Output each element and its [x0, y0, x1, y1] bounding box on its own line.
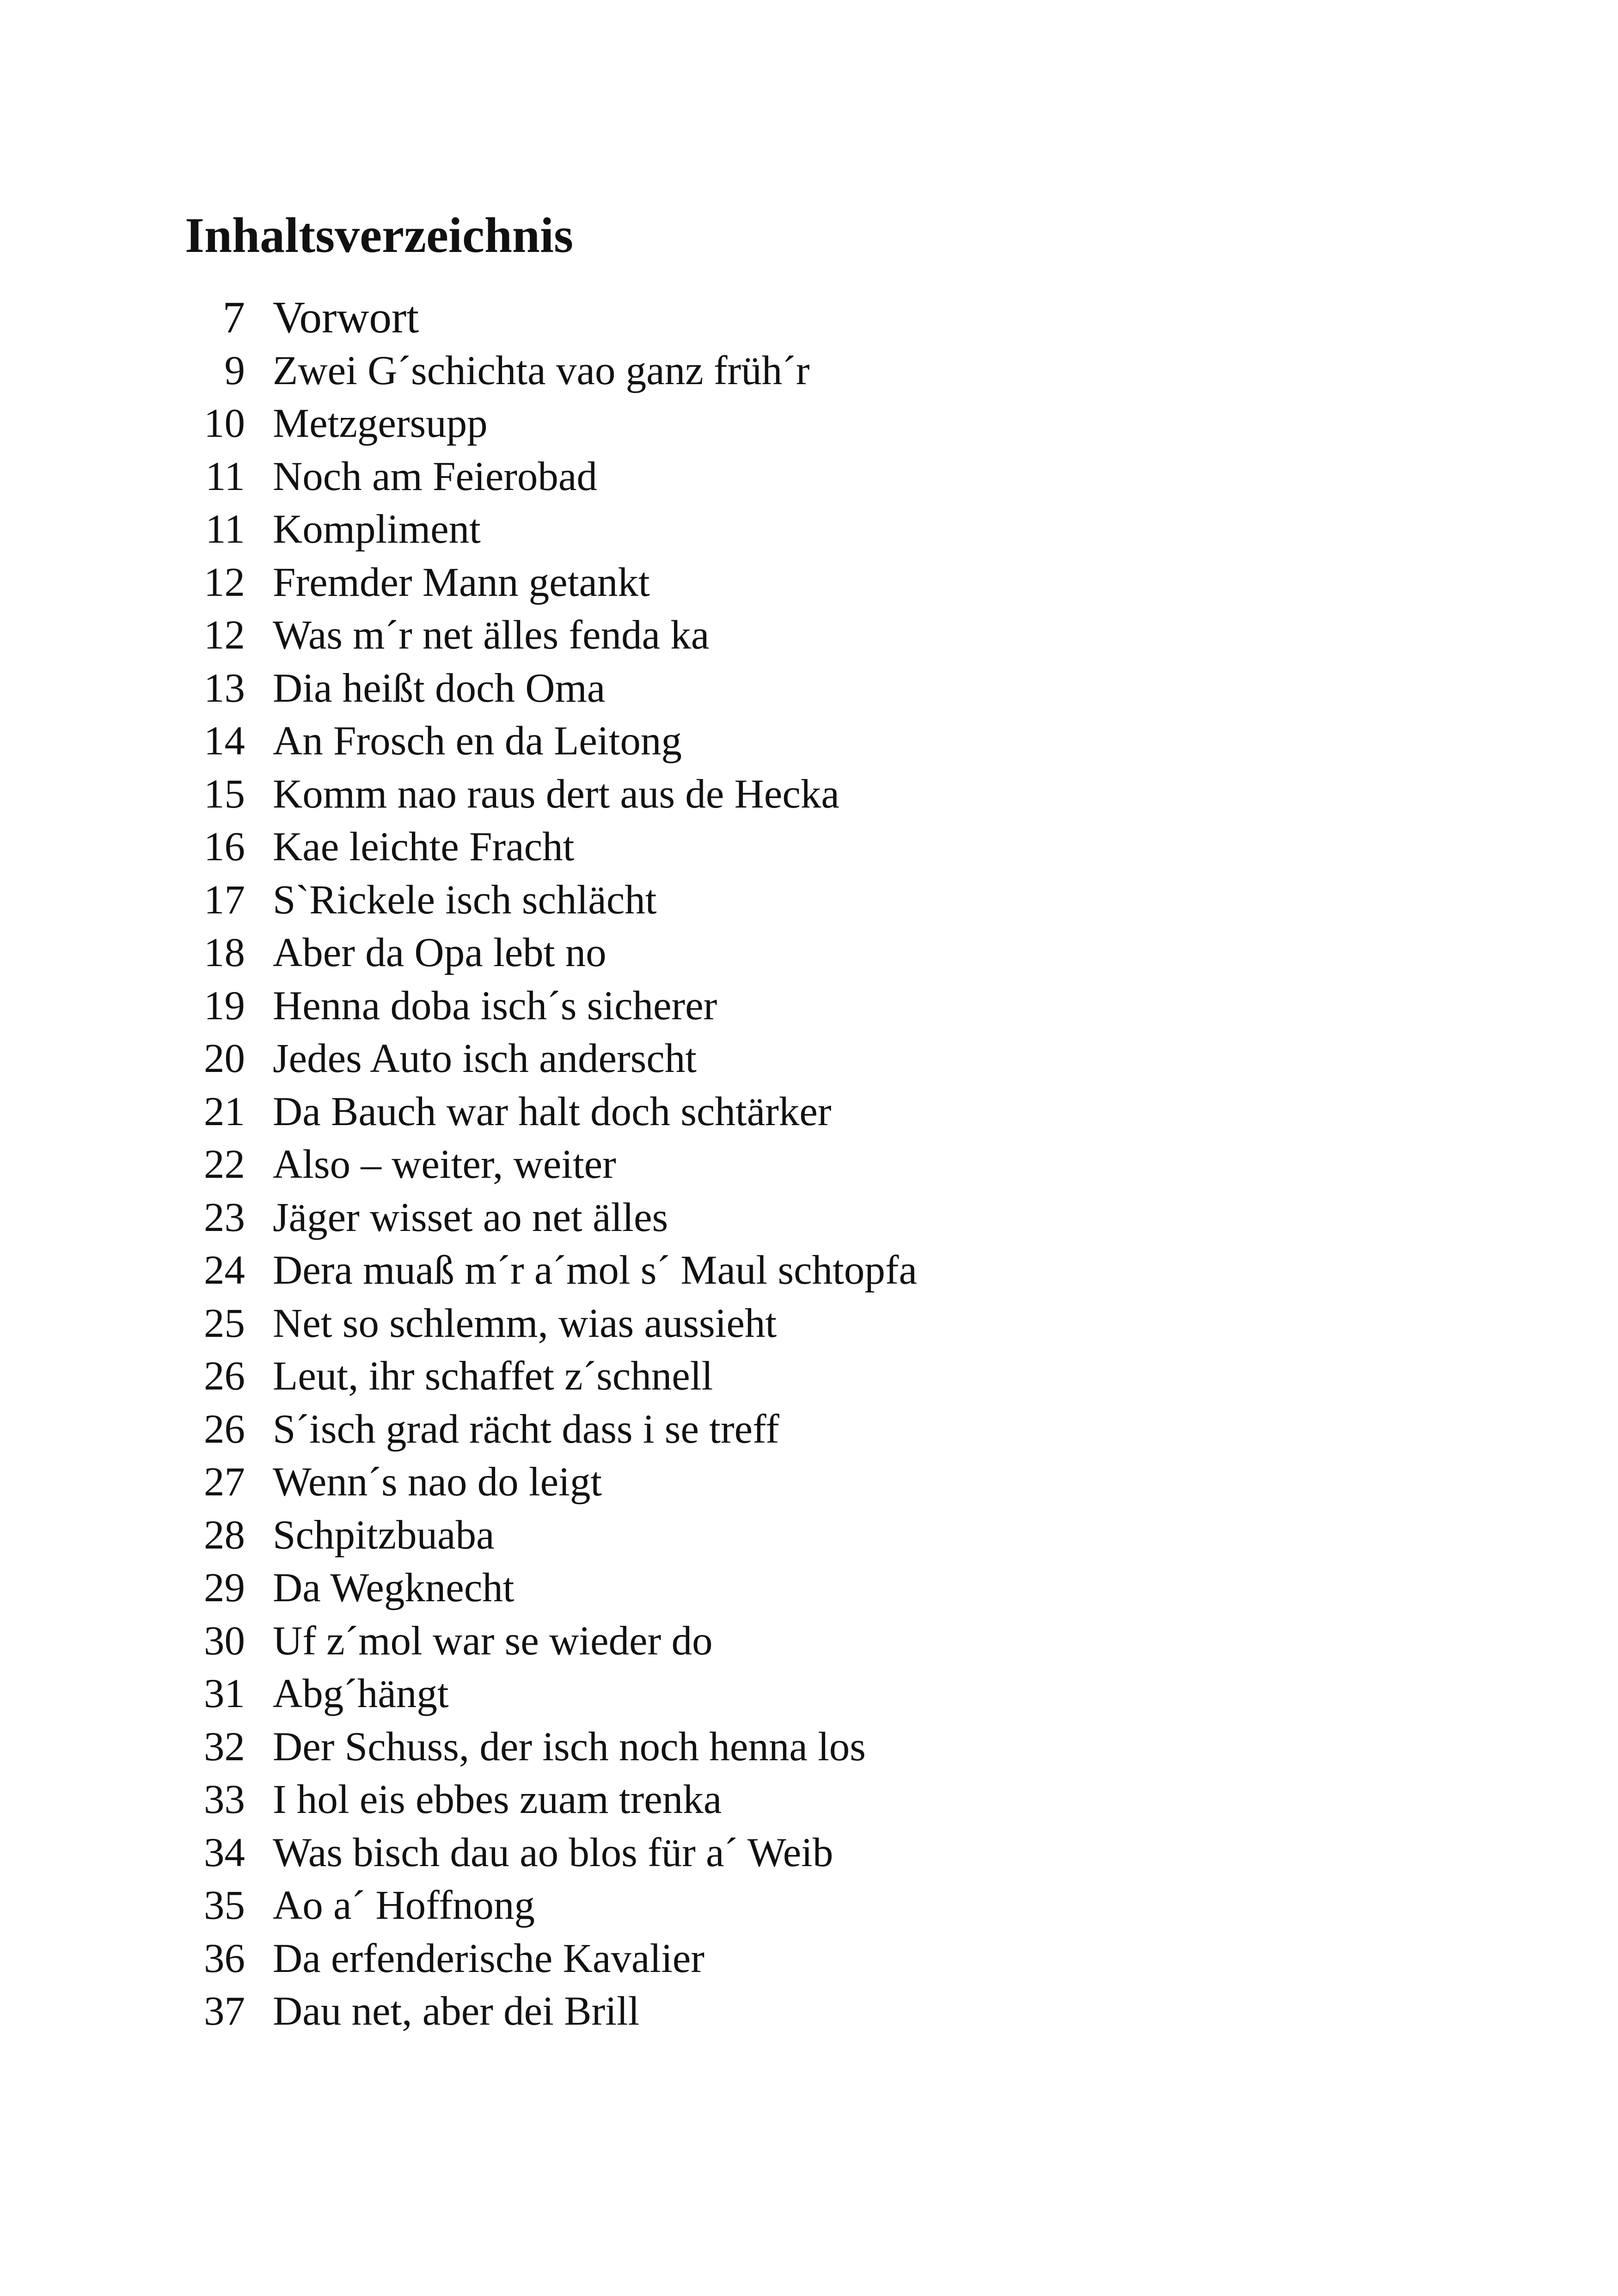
toc-page-number: 29 [204, 1565, 245, 1610]
toc-entry [185, 503, 917, 556]
toc-entry [185, 820, 917, 874]
toc-entry-title: Da Wegknecht [273, 1565, 515, 1610]
toc-entry-title: Dia heißt doch Oma [273, 665, 606, 711]
toc-entry-title: Noch am Feierobad [273, 453, 597, 499]
toc-page-number: 21 [204, 1089, 245, 1134]
toc-entry-title: Dau net, aber dei Brill [273, 1989, 640, 2034]
toc-page-number: 30 [204, 1618, 245, 1664]
toc-entry [185, 1615, 917, 1668]
toc-entry [185, 556, 917, 609]
toc-entry [185, 1720, 917, 1774]
toc-entry-title: Komm nao raus dert aus de Hecka [273, 771, 840, 817]
toc-page-number: 18 [204, 930, 245, 975]
toc-page-number: 33 [204, 1777, 245, 1822]
toc-entry-title: Abg´hängt [273, 1671, 449, 1716]
toc-entry [185, 980, 917, 1033]
toc-entry [185, 926, 917, 980]
toc-entry [185, 715, 917, 768]
toc-page-number: 35 [204, 1883, 245, 1928]
toc-page-number: 23 [204, 1194, 245, 1240]
toc-entry-title: Also – weiter, weiter [273, 1142, 616, 1187]
toc-entry [185, 1032, 917, 1085]
toc-entry-title: Dera muaß m´r a´mol s´ Maul schtopfa [273, 1248, 917, 1293]
toc-entry [185, 397, 917, 450]
toc-entry-title: I hol eis ebbes zuam trenka [273, 1777, 722, 1822]
toc-page-number: 32 [204, 1724, 245, 1769]
toc-entry [185, 1244, 917, 1297]
toc-entry [185, 1773, 917, 1826]
toc-page-number: 34 [204, 1830, 245, 1875]
toc-entry [185, 1985, 917, 2038]
toc-entry [185, 291, 917, 344]
toc-entry-title: Henna doba isch´s sicherer [273, 983, 717, 1029]
toc-entry [185, 1085, 917, 1139]
toc-entry-title: Da erfenderische Kavalier [273, 1935, 705, 1981]
toc-entry-title: S´isch grad rächt dass i se treff [273, 1406, 779, 1452]
toc-entry-title: Der Schuss, der isch noch henna los [273, 1724, 866, 1769]
toc-entry [185, 1350, 917, 1403]
toc-entry [185, 1138, 917, 1191]
toc-entry-title: Ao a´ Hoffnong [273, 1883, 535, 1928]
toc-entry-title: Uf z´mol war se wieder do [273, 1618, 713, 1664]
toc-page-number: 12 [204, 559, 245, 605]
toc-page-number: 31 [204, 1671, 245, 1716]
toc-entry [185, 1826, 917, 1880]
toc-page-number: 14 [204, 718, 245, 764]
toc-entry-title: Da Bauch war halt doch schtärker [273, 1089, 832, 1134]
toc-entry-title: Net so schlemm, wias aussieht [273, 1300, 777, 1346]
table-of-contents [185, 291, 917, 2038]
toc-entry [185, 1297, 917, 1350]
toc-entry [185, 1561, 917, 1615]
toc-page-number: 36 [204, 1935, 245, 1981]
toc-page-number: 26 [204, 1353, 245, 1399]
toc-entry-title: Fremder Mann getankt [273, 559, 650, 605]
toc-entry-title: Kae leichte Fracht [273, 824, 575, 869]
toc-entry-title: Was bisch dau ao blos für a´ Weib [273, 1830, 834, 1875]
toc-entry-title: Schpitzbuaba [273, 1512, 495, 1558]
toc-entry-title: Leut, ihr schaffet z´schnell [273, 1353, 713, 1399]
toc-entry [185, 450, 917, 503]
toc-page-number: 28 [204, 1512, 245, 1558]
toc-page-number: 22 [204, 1142, 245, 1187]
toc-page-number: 11 [205, 453, 245, 499]
toc-entry-title: Aber da Opa lebt no [273, 930, 607, 975]
toc-entry [185, 344, 917, 398]
toc-entry [185, 1191, 917, 1244]
toc-entry [185, 768, 917, 821]
toc-page-number: 11 [205, 507, 245, 552]
toc-page-number: 10 [204, 401, 245, 446]
toc-entry-title: Kompliment [273, 507, 481, 552]
toc-page-number: 17 [204, 877, 245, 923]
toc-entry [185, 1879, 917, 1932]
toc-entry-title: Jäger wisset ao net älles [273, 1194, 668, 1240]
toc-page-number: 26 [204, 1406, 245, 1452]
toc-page-number: 37 [204, 1989, 245, 2034]
toc-page-number: 12 [204, 612, 245, 658]
toc-page-number: 7 [222, 293, 245, 342]
toc-entry [185, 1932, 917, 1985]
toc-entry-title: Vorwort [273, 293, 419, 342]
toc-entry [185, 1509, 917, 1562]
toc-entry-title: S`Rickele isch schlächt [273, 877, 657, 923]
toc-page-number: 24 [204, 1248, 245, 1293]
page-title: Inhaltsverzeichnis [185, 208, 574, 263]
toc-entry [185, 1456, 917, 1509]
toc-entry [185, 609, 917, 662]
toc-page-number: 9 [224, 348, 245, 393]
toc-entry-title: Metzgersupp [273, 401, 488, 446]
toc-page-number: 13 [204, 665, 245, 711]
toc-entry [185, 662, 917, 715]
toc-entry-title: Wenn´s nao do leigt [273, 1459, 602, 1505]
toc-entry [185, 874, 917, 927]
toc-page-number: 20 [204, 1036, 245, 1081]
toc-page-number: 16 [204, 824, 245, 869]
toc-page-number: 27 [204, 1459, 245, 1505]
toc-entry-title: Zwei G´schichta vao ganz früh´r [273, 348, 810, 393]
toc-page-number: 15 [204, 771, 245, 817]
toc-entry [185, 1667, 917, 1720]
toc-entry-title: Jedes Auto isch anderscht [273, 1036, 697, 1081]
toc-page-number: 25 [204, 1300, 245, 1346]
toc-entry-title: An Frosch en da Leitong [273, 718, 682, 764]
toc-entry-title: Was m´r net älles fenda ka [273, 612, 710, 658]
toc-entry [185, 1403, 917, 1456]
toc-page-number: 19 [204, 983, 245, 1029]
